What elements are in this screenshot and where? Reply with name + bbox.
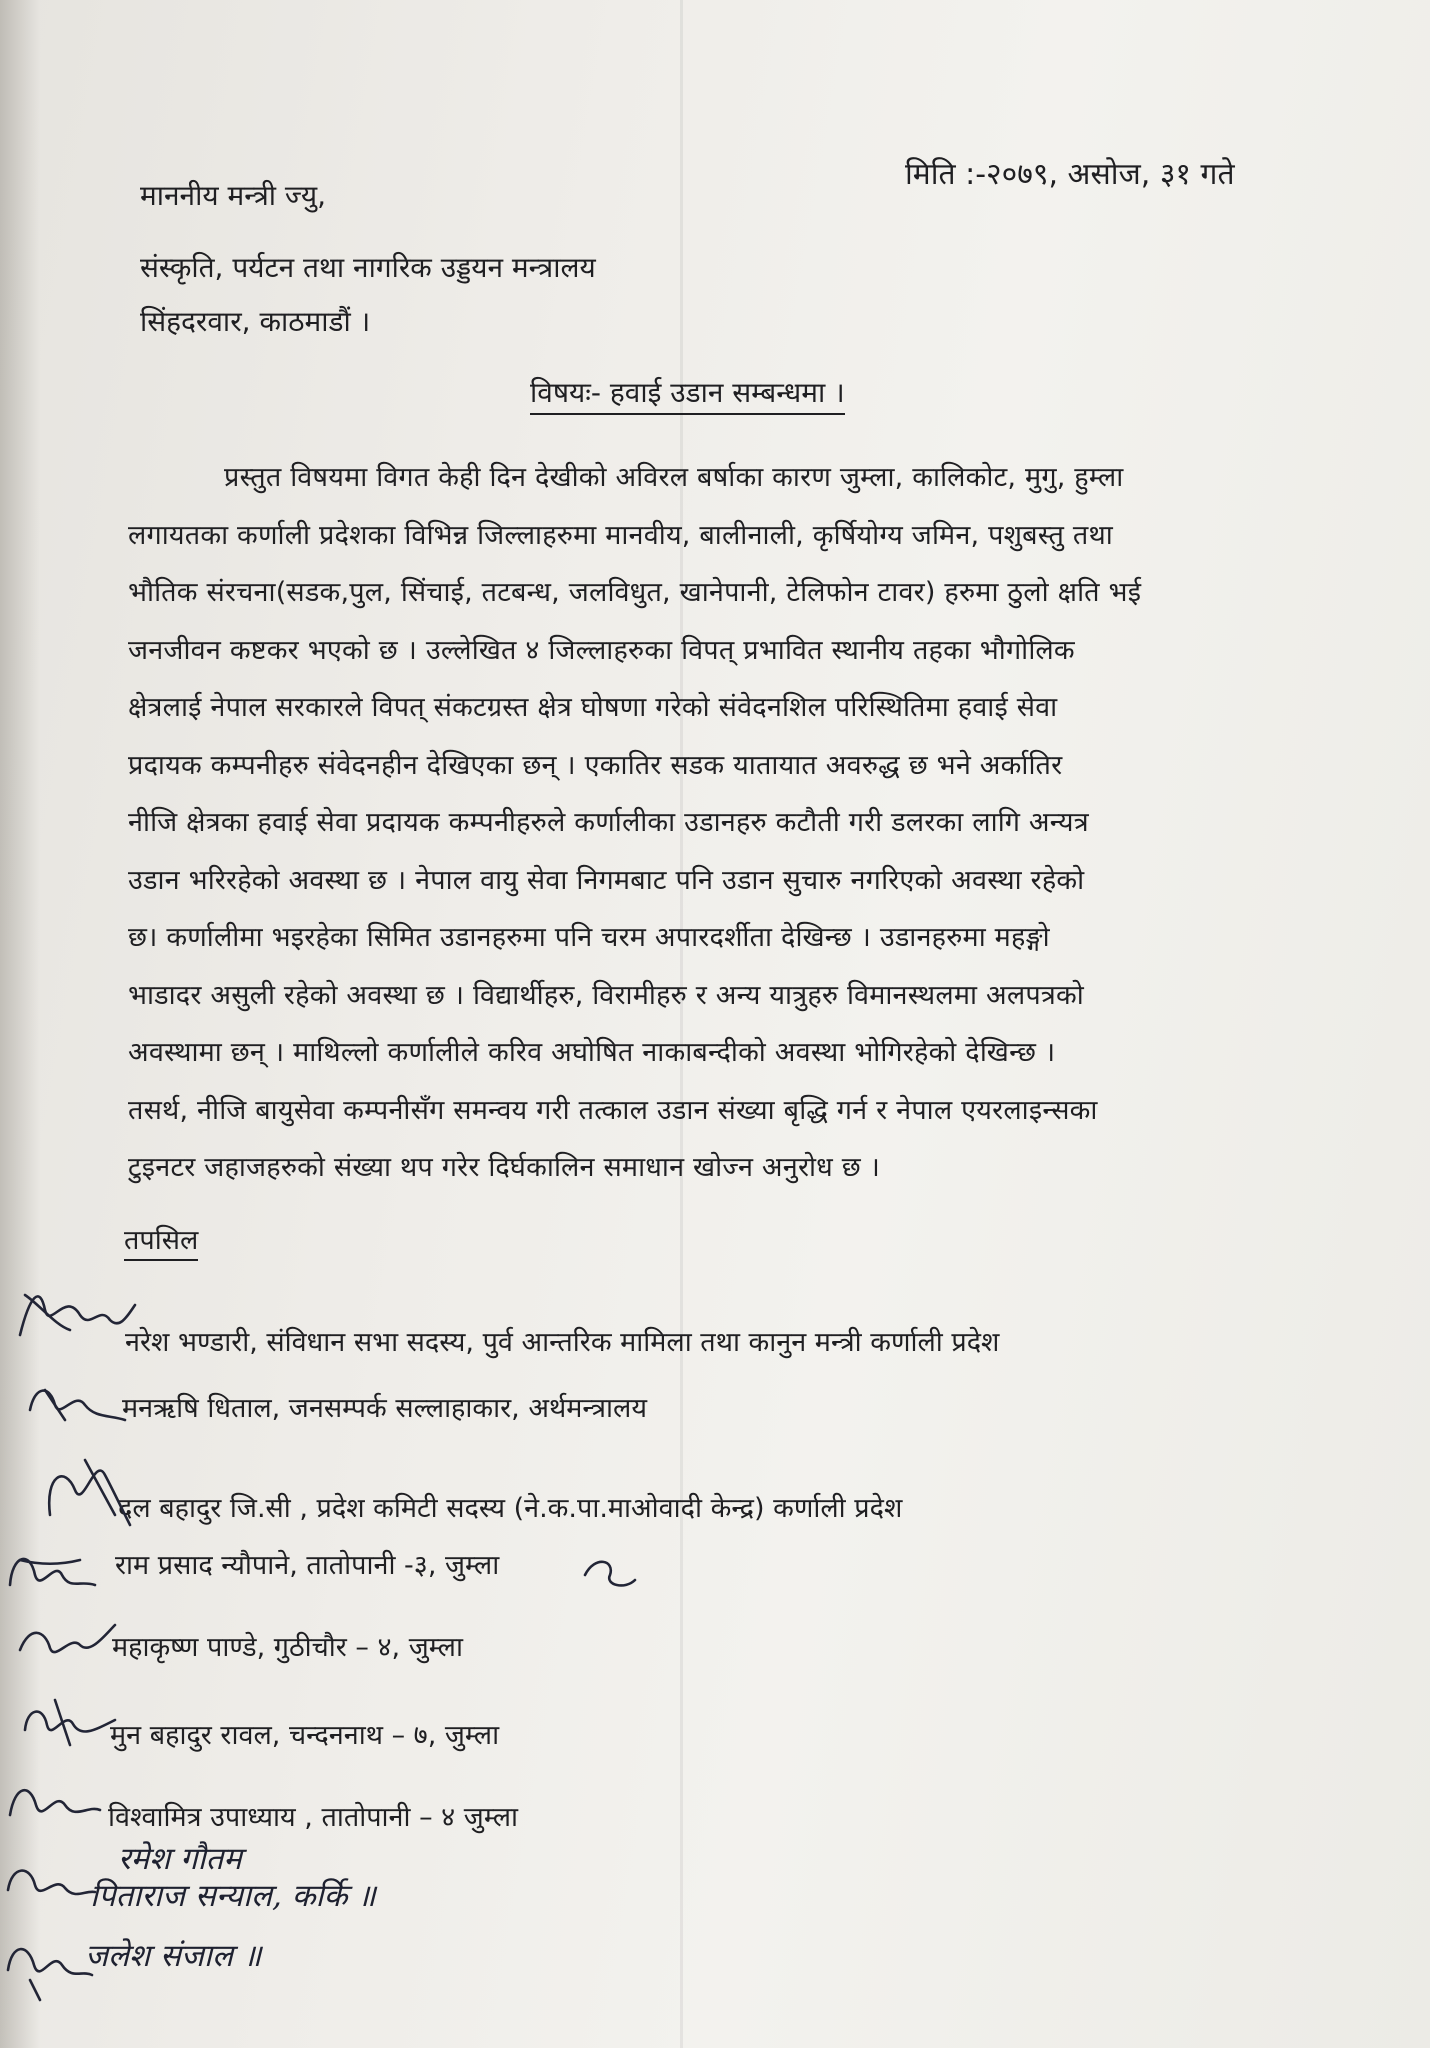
signatory-line: दल बहादुर जि.सी , प्रदेश कमिटी सदस्य (ने.क.पा.माओवादी केन्द्र) कर्णाली प्रदेश: [118, 1493, 903, 1524]
signatory-line: राम प्रसाद न्यौपाने, तातोपानी -३, जुम्ला: [115, 1550, 500, 1581]
body-line: छ। कर्णालीमा भइरहेका सिमित उडानहरुमा पनि चरम अपारदर्शीता देखिन्छ । उडानहरुमा महङ्गो: [128, 922, 1050, 953]
letter-subject: विषयः- हवाई उडान सम्बन्धमा ।: [530, 373, 845, 415]
handwritten-name: जलेश संजाल ॥: [85, 1938, 262, 1974]
signature-scribble: [0, 1765, 110, 1835]
body-line: लगायतका कर्णाली प्रदेशका विभिन्न जिल्लाहरुमा मानवीय, बालीनाली, कृर्षियोग्य जमिन, पशुबस्तु तथा: [128, 519, 1113, 551]
body-line: उडान भरिरहेको अवस्था छ । नेपाल वायु सेवा निगमबाट पनि उडान सुचारु नगरिएको अवस्था रहेको: [128, 864, 1085, 896]
signature-scribble: [0, 1850, 100, 1910]
signature-scribble: [10, 1610, 120, 1670]
signature-scribble: [20, 1370, 130, 1430]
signature-scribble: [0, 1925, 100, 1995]
body-line: टुइनटर जहाजहरुको संख्या थप गरेर दिर्घकालिन समाधान खोज्न अनुरोध छ ।: [128, 1152, 881, 1183]
body-line: क्षेत्रलाई नेपाल सरकारले विपत् संकटग्रस्त क्षेत्र घोषणा गरेको संवेदनशिल परिस्थितिमा हवाई सेवा: [128, 692, 1058, 723]
body-line: भौतिक संरचना(सडक,पुल, सिंचाई, तटबन्ध, जलविधुत, खानेपानी, टेलिफोन टावर) हरुमा ठुलो क्षति भई: [128, 577, 1142, 608]
signatory-line: महाकृष्ण पाण्डे, गुठीचौर – ४, जुम्ला: [112, 1632, 463, 1663]
list-heading: तपसिल: [124, 1220, 198, 1261]
body-line: प्रस्तुत विषयमा विगत केही दिन देखीको अविरल बर्षाका कारण जुम्ला, कालिकोट, मुगु, हुम्ला: [224, 462, 1124, 493]
signatory-line: विश्वामित्र उपाध्याय , तातोपानी – ४ जुम्ला: [108, 1802, 519, 1833]
signatory-line: नरेश भण्डारी, संविधान सभा सदस्य, पुर्व आन्तरिक मामिला तथा कानुन मन्त्री कर्णाली प्रदेश: [125, 1327, 1000, 1358]
signature-scribble: [10, 1275, 140, 1345]
handwritten-mark: [575, 1550, 645, 1595]
handwritten-name: पिताराज सन्याल, कर्कि ॥: [90, 1878, 376, 1914]
recipient-salutation: माननीय मन्त्री ज्यु,: [140, 179, 327, 212]
body-line: तसर्थ, नीजि बायुसेवा कम्पनीसँग समन्वय गरी तत्काल उडान संख्या बृद्धि गर्न र नेपाल एयरलाइन्सका: [128, 1094, 1098, 1126]
body-line: भाडादर असुली रहेको अवस्था छ । विद्यार्थीहरु, विरामीहरु र अन्य यात्रुहरु विमानस्थलमा अलपत्रको: [128, 979, 1084, 1011]
letter-date: मिति :-२०७९, असोज, ३१ गते: [905, 157, 1235, 192]
signatory-line: मनऋषि धिताल, जनसम्पर्क सल्लाहाकार, अर्थमन्त्रालय: [122, 1393, 647, 1424]
handwritten-name: रमेश गौतम: [118, 1841, 242, 1877]
body-line: प्रदायक कम्पनीहरु संवेदनहीन देखिएका छन् । एकातिर सडक यातायात अवरुद्ध छ भने अर्कातिर: [128, 749, 1063, 781]
signatory-line: मुन बहादुर रावल, चन्दननाथ – ७, जुम्ला: [110, 1720, 500, 1751]
body-line: जनजीवन कष्टकर भएको छ । उल्लेखित ४ जिल्लाहरुका विपत् प्रभावित स्थानीय तहका भौगोलिक: [128, 634, 1075, 666]
body-line: नीजि क्षेत्रका हवाई सेवा प्रदायक कम्पनीहरुले कर्णालीका उडानहरु कटौती गरी डलरका लागि अन्यत्र: [128, 807, 1089, 838]
signature-scribble: [15, 1690, 125, 1750]
signature-scribble: [35, 1445, 135, 1535]
recipient-location: सिंहदरवार, काठमाडौं ।: [140, 305, 371, 338]
letter-body: [128, 458, 1338, 1206]
body-line: अवस्थामा छन् । माथिल्लो कर्णालीले करिव अघोषित नाकाबन्दीको अवस्था भोगिरहेको देखिन्छ ।: [128, 1037, 1056, 1068]
recipient-ministry: संस्कृति, पर्यटन तथा नागरिक उड्डयन मन्त्रालय: [140, 251, 596, 284]
signature-scribble: [0, 1535, 110, 1600]
